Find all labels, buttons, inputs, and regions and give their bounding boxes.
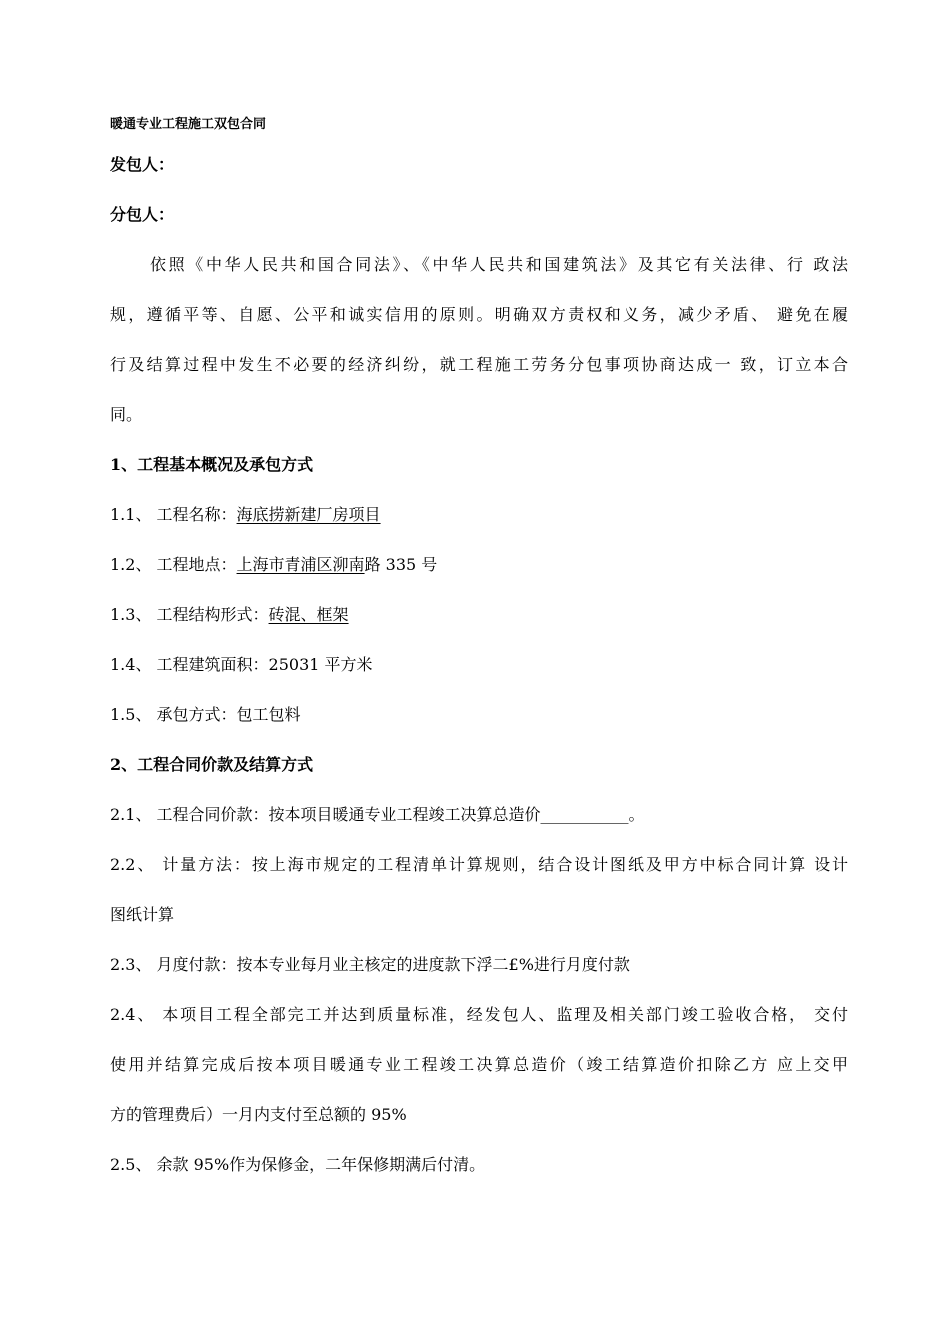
item-label: 1.1、 工程名称： bbox=[110, 505, 237, 524]
section-2-item-3: 2.3、 月度付款：按本专业每月业主核定的进度款下浮二£%进行月度付款 bbox=[110, 955, 630, 974]
item-line: 使用并结算完成后按本项目暖通专业工程竣工决算总造价（竣工结算造价扣除乙方 应上交甲 bbox=[110, 1055, 848, 1074]
document-title: 暖通专业工程施工双包合同 bbox=[110, 117, 267, 132]
section-2-item-1: 2.1、 工程合同价款：按本项目暖通专业工程竣工决算总造价___________。 bbox=[110, 805, 645, 824]
item-line: 2.2、 计量方法：按上海市规定的工程清单计算规则，结合设计图纸及甲方中标合同计算 设计 bbox=[110, 855, 848, 874]
section-2-item-4 bbox=[110, 990, 848, 1140]
project-location-value: 上海市青浦区泖南 bbox=[236, 555, 365, 574]
section-2-item-5: 2.5、 余款 95%作为保修金，二年保修期满后付清。 bbox=[110, 1155, 486, 1174]
section-1-item-1 bbox=[110, 490, 848, 540]
preamble-line: 依照《中华人民共和国合同法》、《中华人民共和国建筑法》及其它有关法律、行 政法 bbox=[150, 255, 848, 274]
project-name-value: 海底捞新建厂房项目 bbox=[236, 505, 381, 524]
section-1-item-3 bbox=[110, 590, 848, 640]
section-2-heading: 2、工程合同价款及结算方式 bbox=[110, 755, 314, 774]
preamble-line: 同。 bbox=[110, 405, 143, 424]
section-1-heading: 1、工程基本概况及承包方式 bbox=[110, 455, 314, 474]
item-line: 图纸计算 bbox=[110, 905, 175, 924]
section-2-item-2 bbox=[110, 840, 848, 940]
subcontractor-label: 分包人： bbox=[110, 205, 175, 224]
project-location-rest: 路 335 号 bbox=[364, 555, 438, 574]
item-line: 方的管理费后）一月内支付至总额的 95% bbox=[110, 1105, 407, 1124]
item-label: 1.2、 工程地点： bbox=[110, 555, 237, 574]
section-1-item-2 bbox=[110, 540, 848, 590]
preamble-line: 行及结算过程中发生不必要的经济纠纷，就工程施工劳务分包事项协商达成一 致，订立本合 bbox=[110, 355, 848, 374]
structure-type-value: 砖混、框架 bbox=[268, 605, 349, 624]
preamble-paragraph bbox=[110, 240, 848, 440]
item-line: 2.4、 本项目工程全部完工并达到质量标准，经发包人、监理及相关部门竣工验收合格， 交付 bbox=[110, 1005, 848, 1024]
section-1-item-4: 1.4、 工程建筑面积：25031 平方米 bbox=[110, 655, 373, 674]
preamble-line: 规，遵循平等、自愿、公平和诚实信用的原则。明确双方责权和义务，减少矛盾、 避免在履 bbox=[110, 305, 848, 324]
section-1-item-5: 1.5、 承包方式：包工包料 bbox=[110, 705, 301, 724]
item-label: 1.3、 工程结构形式： bbox=[110, 605, 269, 624]
employer-label: 发包人： bbox=[110, 155, 175, 174]
